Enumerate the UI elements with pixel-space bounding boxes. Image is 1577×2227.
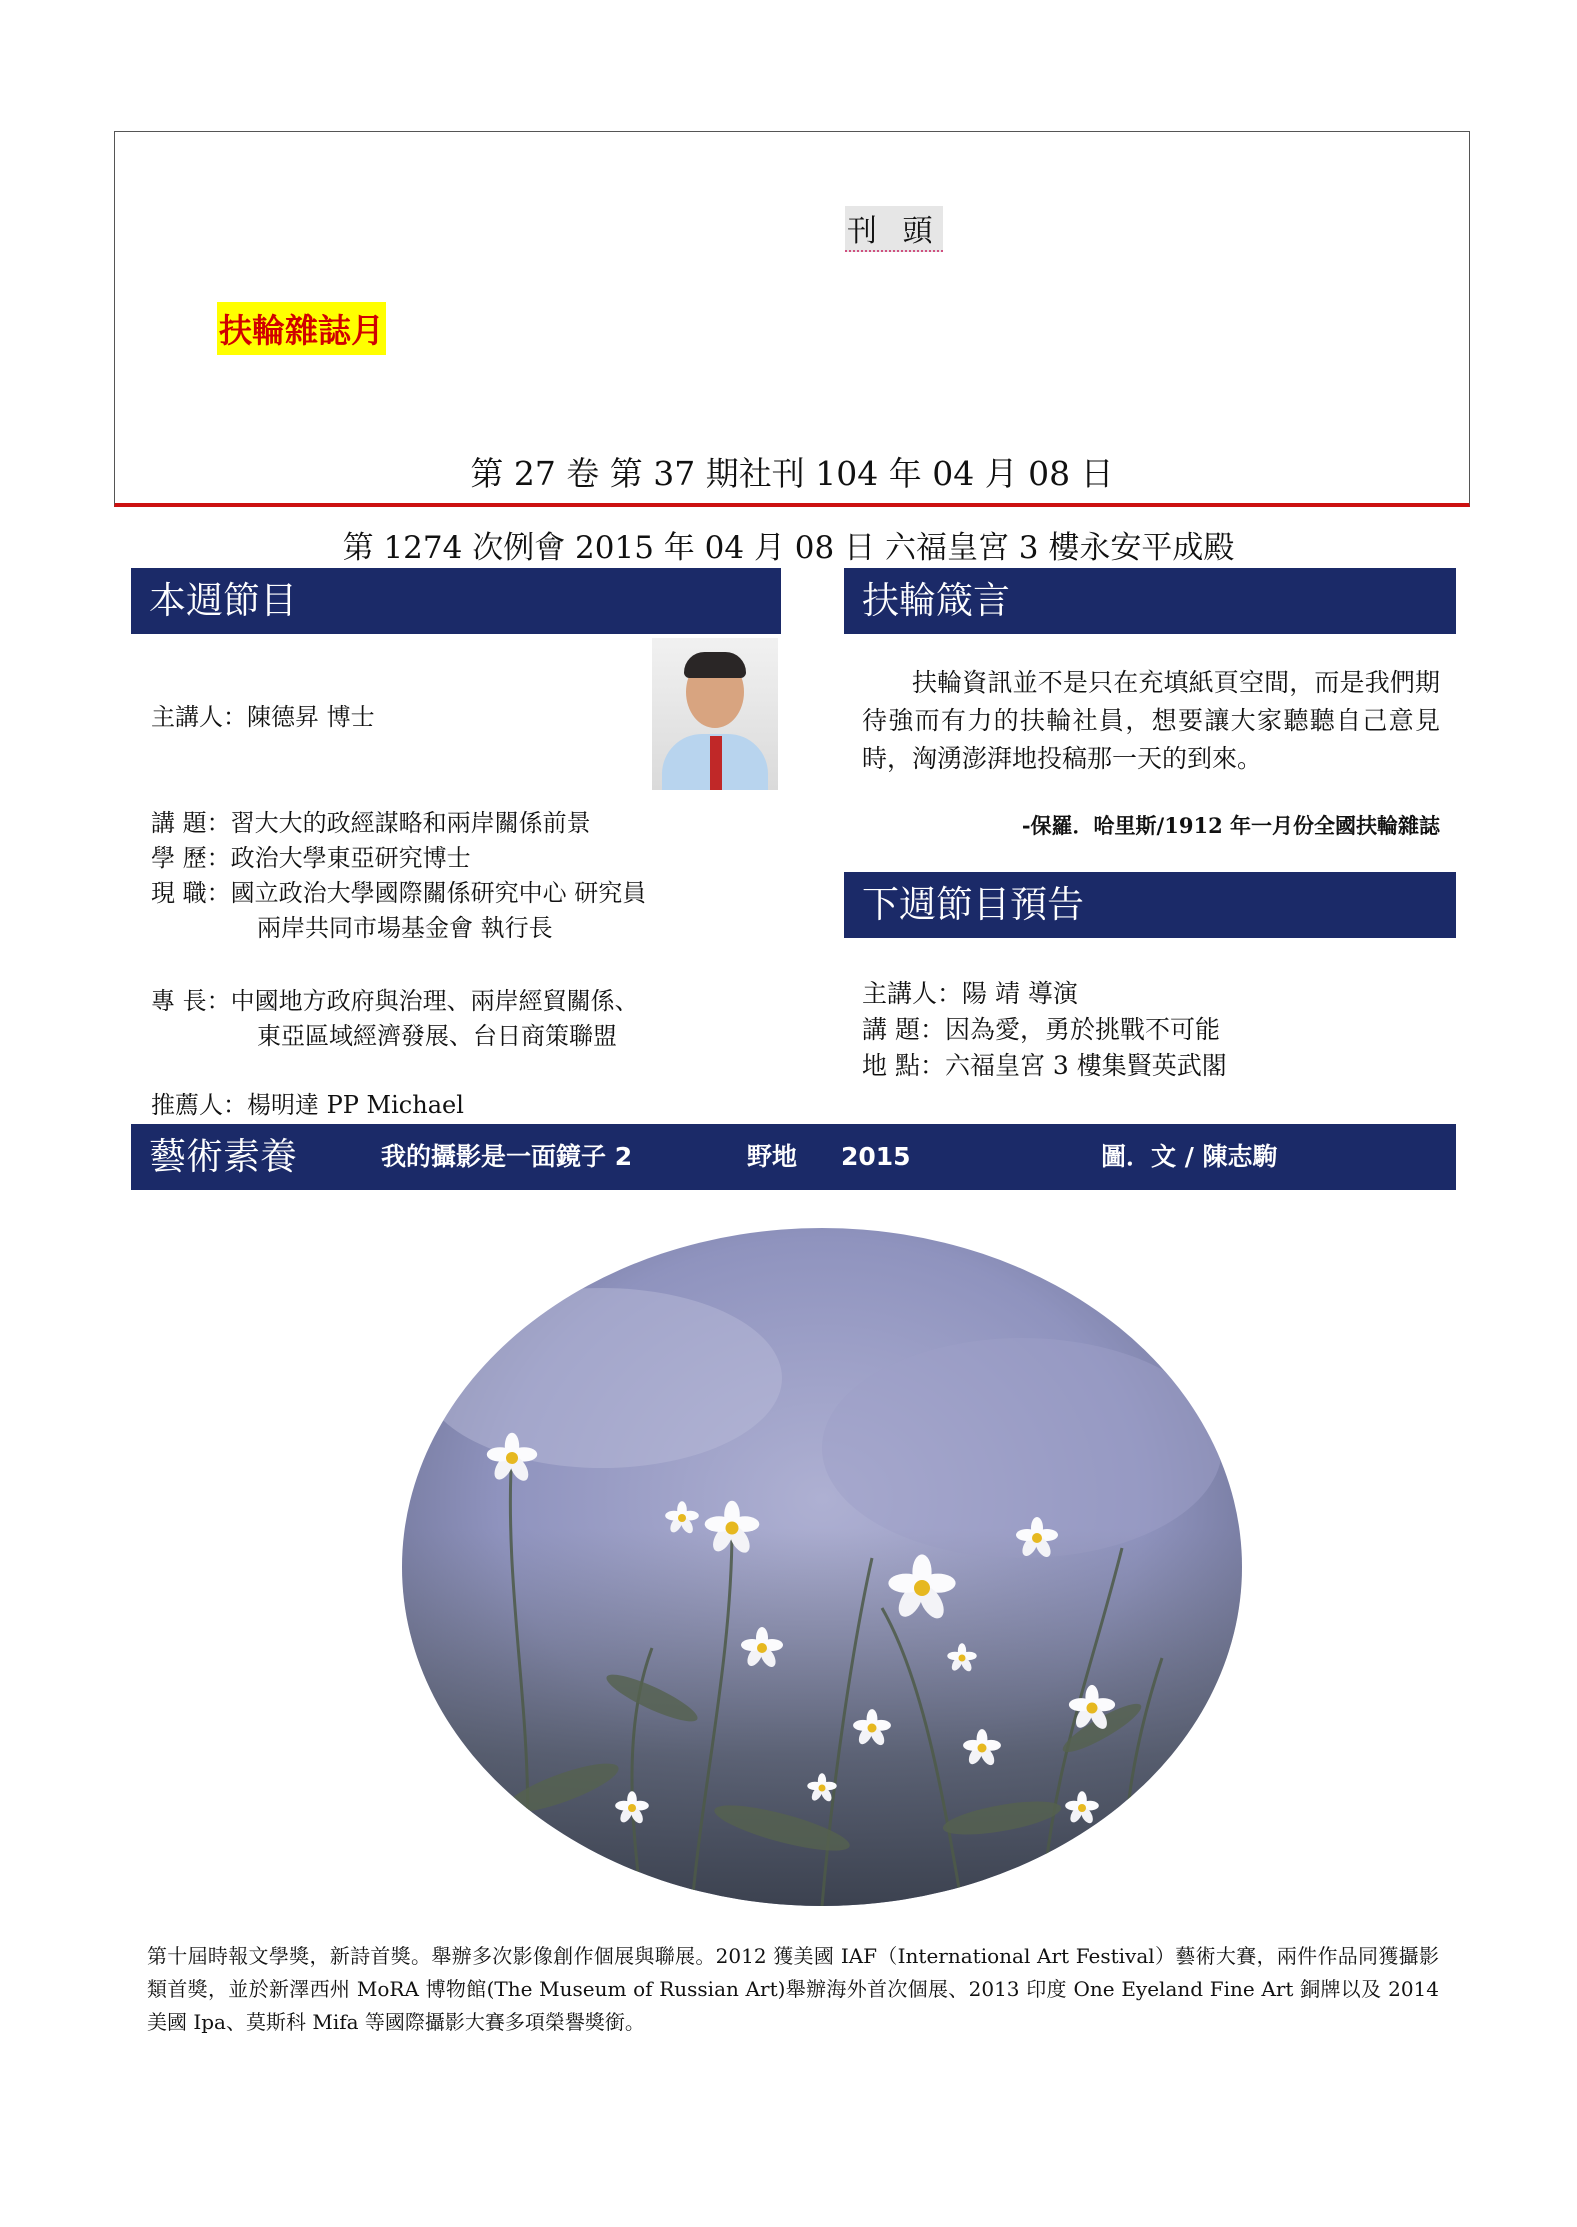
masthead-label: 刊 頭 [845, 206, 943, 252]
speaker-portrait [652, 638, 778, 790]
motto-heading: 扶輪箴言 [844, 568, 1456, 634]
photographer-bio: 第十屆時報文學獎，新詩首獎。舉辦多次影像創作個展與聯展。2012 獲美國 IAF（International Art Festival）藝術大賽，兩件作品同獲攝影類首獎，並於新澤西州 MoRA 博物館(The Museum of Russian Art)舉辦海外首次個展、2013 印度 One Eyeland Fine Art 銅牌以及 2014 美國 Ipa、莫斯科 Mifa 等國際攝影大賽多項榮譽獎銜。 [147, 1944, 1439, 2034]
meeting-line: 第 1274 次例會 2015 年 04 月 08 日 六福皇宮 3 樓永安平成殿 [342, 530, 1235, 566]
program-topic: 講 題：習大大的政經謀略和兩岸關係前景 [151, 809, 591, 837]
next-week-speaker: 主講人：陽 靖 導演 [862, 979, 1078, 1008]
program-expertise: 專 長：中國地方政府與治理、兩岸經貿關係、 [151, 987, 639, 1015]
program-recommender: 推薦人：楊明達 PP Michael [151, 1091, 464, 1119]
masthead-box [114, 131, 1470, 507]
flower-photograph [402, 1228, 1242, 1906]
program-education: 學 歷：政治大學東亞研究博士 [151, 844, 471, 872]
art-credit: 圖．文 / 陳志駒 [1101, 1142, 1278, 1171]
next-week-topic: 講 題：因為愛，勇於挑戰不可能 [862, 1015, 1220, 1044]
program-speaker: 主講人：陳德昇 博士 [151, 703, 375, 731]
motto-text: 扶輪資訊並不是只在充填紙頁空間，而是我們期待強而有力的扶輪社員，想要讓大家聽聽自己意見時，洶湧澎湃地投稿那一天的到來。 [862, 668, 1440, 773]
program-expertise-2: 東亞區域經濟發展、台日商策聯盟 [257, 1022, 617, 1050]
art-banner [131, 1124, 1456, 1190]
art-work: 野地 [747, 1142, 798, 1171]
art-year: 2015 [841, 1142, 911, 1171]
magazine-month-label: 扶輪雜誌月 [217, 302, 386, 355]
next-week-heading: 下週節目預告 [844, 872, 1456, 938]
motto-source: -保羅．哈里斯/1912 年一月份全國扶輪雜誌 [1021, 813, 1440, 838]
issue-line: 第 27 卷 第 37 期社刊 104 年 04 月 08 日 [470, 454, 1114, 493]
next-week-location: 地 點：六福皇宮 3 樓集賢英武閣 [862, 1051, 1227, 1080]
art-subtitle: 我的攝影是一面鏡子 2 [381, 1142, 633, 1171]
art-title: 藝術素養 [149, 1135, 297, 1178]
program-heading: 本週節目 [131, 568, 781, 634]
program-position-2: 兩岸共同市場基金會 執行長 [257, 914, 553, 942]
program-position: 現 職：國立政治大學國際關係研究中心 研究員 [151, 879, 647, 907]
